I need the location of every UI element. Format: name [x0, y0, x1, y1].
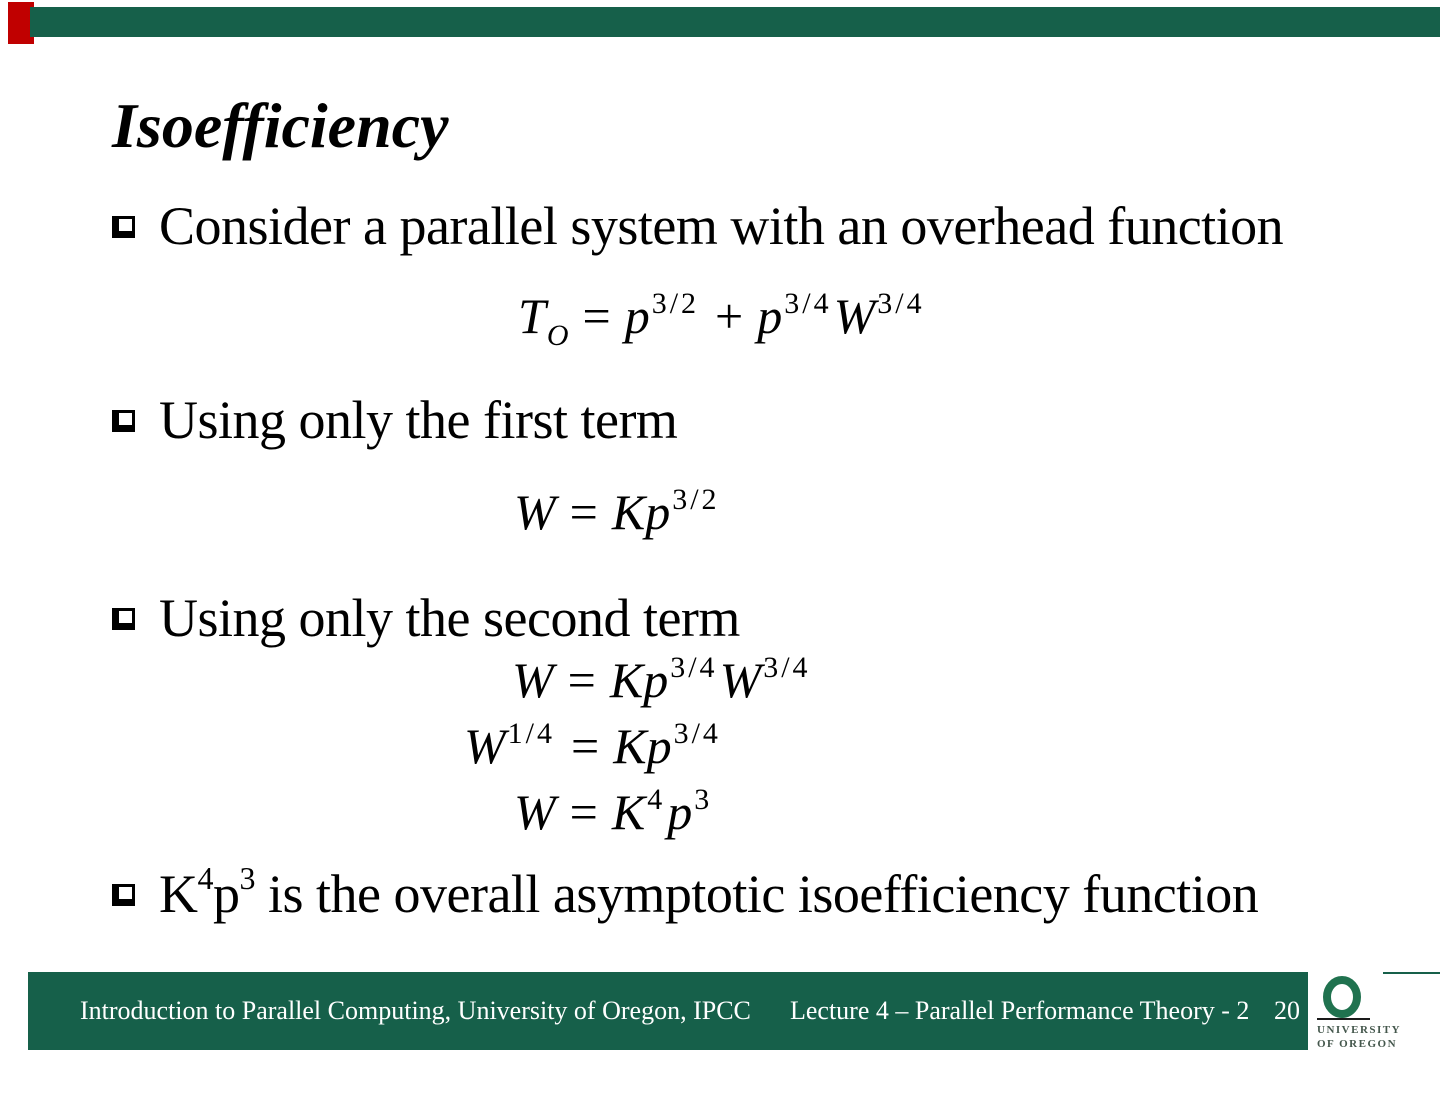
page-title: Isoefficiency [112, 90, 449, 161]
formula-first-term: $W = Kp^{3/2}$ [514, 483, 720, 540]
square-bullet-icon [112, 608, 135, 630]
bullet-text: $K^4p^3$ is the overall asymptotic isoefficiency function [159, 860, 1259, 924]
logo-university-text: UNIVERSITY [1317, 1024, 1402, 1036]
logo-rule [1317, 1018, 1370, 1020]
bullet-item [112, 852, 1258, 924]
formula-second-term-2: $W^{1/4} = Kp^{3/4}$ [464, 717, 721, 774]
bullet-text: Using only the first term [159, 390, 678, 450]
bullet-item [112, 196, 1283, 256]
bullet-text: Using only the second term [159, 588, 740, 648]
page-number: 20 [1274, 996, 1300, 1025]
square-bullet-icon [112, 410, 135, 432]
formula-second-term-3: $W = K^4p^3$ [514, 783, 713, 840]
bullet-text: Consider a parallel system with an overhead function [159, 196, 1284, 256]
formula-second-term-1: $W = Kp^{3/4}W^{3/4}$ [512, 651, 811, 708]
university-of-oregon-logo [1308, 974, 1440, 1058]
footer-bar [28, 972, 1308, 1050]
oregon-o-icon [1320, 976, 1364, 1018]
footer-course-text: Introduction to Parallel Computing, University of Oregon, IPCC [80, 996, 751, 1025]
square-bullet-icon [112, 884, 135, 906]
header-green-band [30, 7, 1440, 37]
footer-lecture-text: Lecture 4 – Parallel Performance Theory - 2 [790, 996, 1250, 1025]
logo-of-oregon-text: OF OREGON [1317, 1038, 1398, 1050]
formula-overhead-function: $T_O = p^{3/2} + p^{3/4}W^{3/4}$ [518, 287, 925, 352]
bullet-item [112, 390, 677, 450]
square-bullet-icon [112, 216, 135, 238]
bullet-item [112, 588, 740, 648]
